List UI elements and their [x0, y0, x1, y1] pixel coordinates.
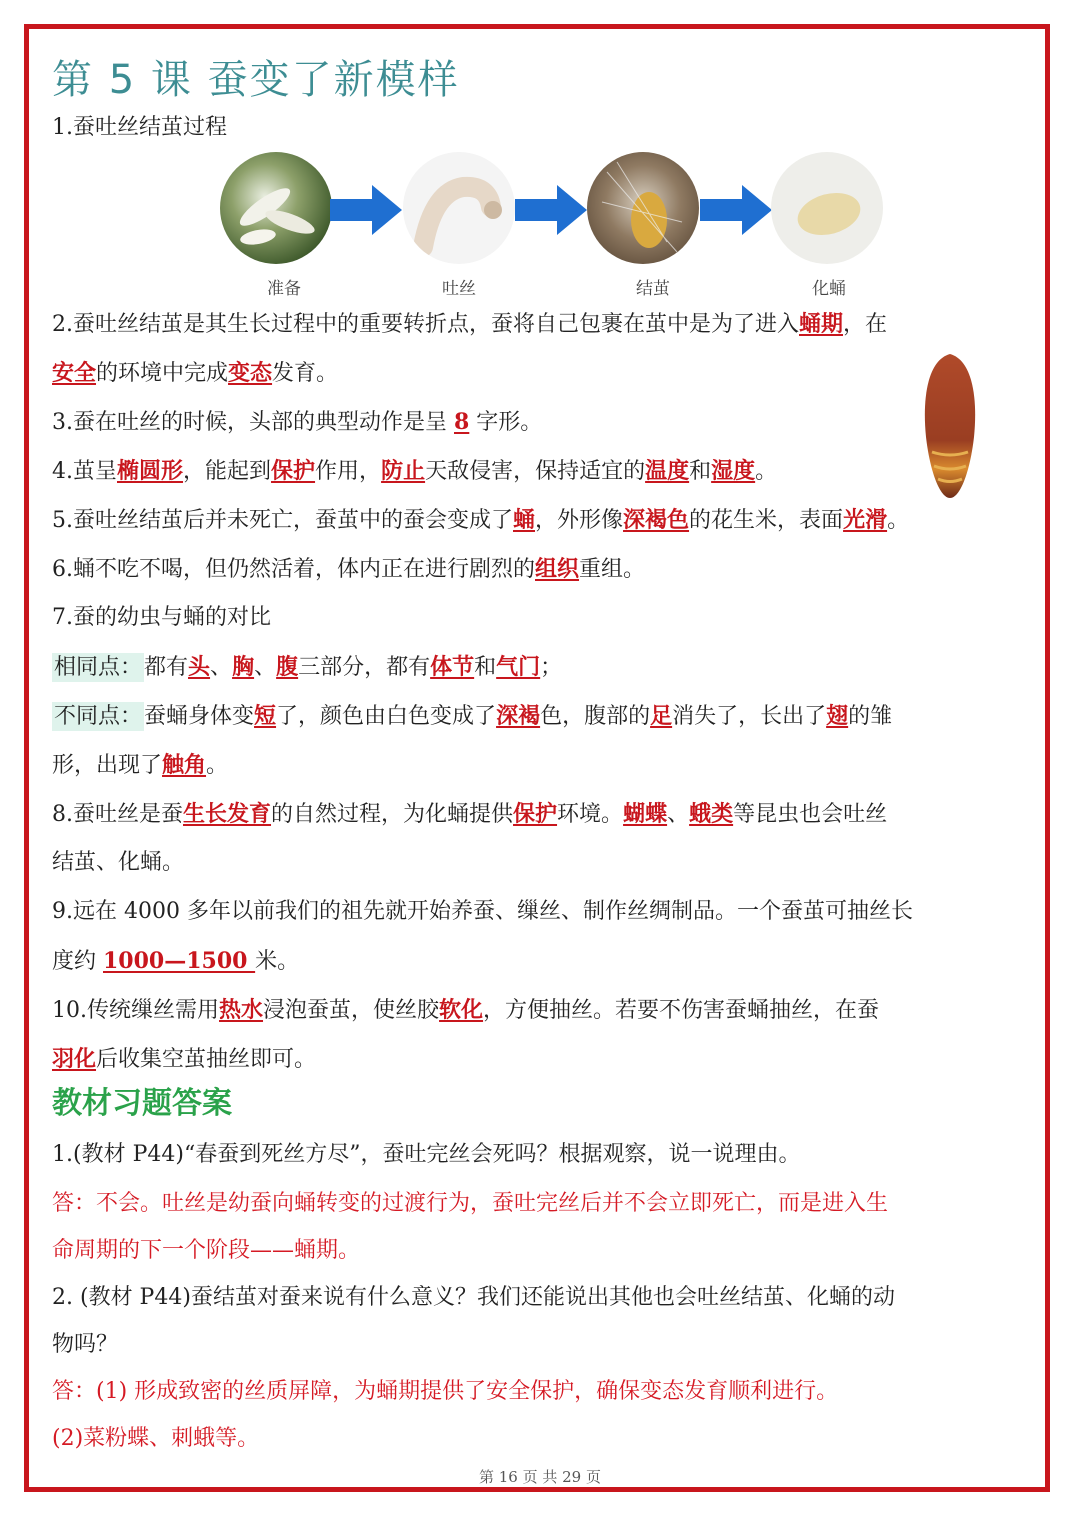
diff-points: 不同点：蚕蛹身体变短了，颜色由白色变成了深褐色，腹部的足消失了，长出了翅的雏: [54, 703, 893, 729]
answer-2: 答：(1) 形成致密的丝质屏障，为蛹期提供了安全保护，确保变态发育顺利进行。: [52, 1379, 839, 1404]
finished-cocoon-icon: [771, 152, 883, 264]
item-5: 5.蚕吐丝结茧后并未死亡，蚕茧中的蚕会变成了蛹，外形像深褐色的花生米，表面光滑。: [52, 507, 910, 533]
stage-image-pupation: [771, 152, 883, 264]
larvae-on-leaves-icon: [220, 152, 332, 264]
stage-label: 准备: [267, 279, 301, 299]
question-2: 2. (教材 P44)蚕结茧对蚕来说有什么意义？我们还能说出其他也会吐丝结茧、化蛹的动: [52, 1285, 895, 1310]
item-1-heading: 1.蚕吐丝结茧过程: [52, 115, 227, 140]
item-6: 6.蛹不吃不喝，但仍然活着，体内正在进行剧烈的组织重组。: [52, 556, 646, 582]
question-2-cont: 物吗？: [52, 1332, 119, 1357]
spinning-larva-icon: [403, 152, 515, 264]
section-title: 教材习题答案: [52, 1086, 232, 1121]
arrow-right-icon: [700, 185, 772, 235]
arrow-right-icon: [515, 185, 587, 235]
item-2-cont: 安全的环境中完成变态发育。: [52, 360, 339, 386]
arrow-right-icon: [330, 185, 402, 235]
diff-points-cont: 形，出现了触角。: [52, 752, 229, 778]
item-2: 2.蚕吐丝结茧是其生长过程中的重要转折点，蚕将自己包裹在茧中是为了进入蛹期，在: [52, 311, 888, 337]
stage-label: 化蛹: [812, 279, 846, 299]
page-number: 第 16 页 共 29 页: [478, 1468, 601, 1486]
cocoon-forming-icon: [587, 152, 699, 264]
question-1: 1.(教材 P44)“春蚕到死丝方尽”，蚕吐完丝会死吗？根据观察，说一说理由。: [52, 1142, 801, 1167]
stage-image-cocooning: [587, 152, 699, 264]
item-4: 4.茧呈椭圆形，能起到保护作用，防止天敌侵害，保持适宜的温度和湿度。: [52, 458, 778, 484]
pupa-illustration: [920, 352, 980, 500]
stage-image-spinning: [403, 152, 515, 264]
stage-label: 吐丝: [442, 279, 476, 299]
item-3: 3.蚕在吐丝的时候，头部的典型动作是呈 8 字形。: [52, 409, 543, 435]
stage-label: 结茧: [636, 279, 670, 299]
same-points: 相同点：都有头、胸、腹三部分，都有体节和气门；: [54, 654, 563, 680]
same-points-label: 相同点：: [54, 655, 143, 680]
answer-1-cont: 命周期的下一个阶段——蛹期。: [52, 1238, 361, 1263]
diff-points-label: 不同点：: [54, 704, 143, 729]
item-10-cont: 羽化后收集空茧抽丝即可。: [52, 1046, 317, 1072]
item-9: 9.远在 4000 多年以前我们的祖先就开始养蚕、缫丝、制作丝绸制品。一个蚕茧可抽丝长: [52, 899, 913, 924]
item-8: 8.蚕吐丝是蚕生长发育的自然过程，为化蛹提供保护环境。蝴蝶、蛾类等昆虫也会吐丝: [52, 801, 888, 827]
answer-2-cont: (2)菜粉蝶、刺蛾等。: [52, 1426, 260, 1451]
item-8-cont: 结茧、化蛹。: [52, 850, 185, 875]
answer-1: 答：不会。吐丝是幼蚕向蛹转变的过渡行为，蚕吐完丝后并不会立即死亡，而是进入生: [52, 1191, 889, 1216]
page-title: 第 5 课 蚕变了新模样: [52, 57, 460, 103]
item-10: 10.传统缫丝需用热水浸泡蚕茧，使丝胶软化，方便抽丝。若要不伤害蚕蛹抽丝，在蚕: [52, 997, 880, 1023]
item-7-heading: 7.蚕的幼虫与蛹的对比: [52, 605, 271, 630]
stage-image-prepare: [220, 152, 332, 264]
item-9-cont: 度约 1000—1500 米。: [52, 948, 300, 974]
